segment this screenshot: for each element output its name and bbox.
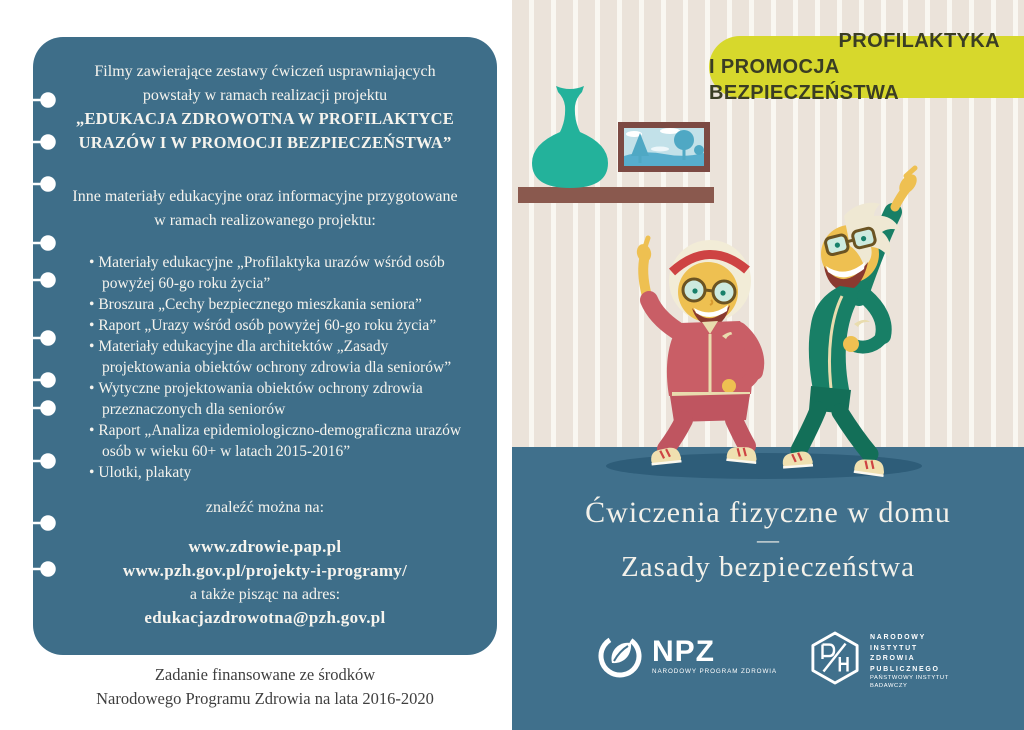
exercise-illustration xyxy=(512,0,1024,730)
list-item: • Ulotki, plakaty xyxy=(89,462,471,483)
info-card xyxy=(33,37,497,655)
badge-line: PROFILAKTYKA xyxy=(838,30,1000,52)
funding-line: Narodowego Programu Zdrowia na lata 2016-2020 xyxy=(96,689,434,708)
title-separator: — xyxy=(757,527,779,552)
logo-row xyxy=(512,630,1024,710)
wall-shelf xyxy=(518,187,714,203)
website-link: www.zdrowie.pap.pl xyxy=(188,537,342,556)
website-link: www.pzh.gov.pl/projekty-i-programy/ xyxy=(122,561,408,580)
project-title-line: URAZÓW I W PROMOCJI BEZPIECZEŃSTWA” xyxy=(78,133,452,152)
woman-exercising xyxy=(635,238,758,465)
list-item: • Raport „Analiza epidemiologiczno-demograficzna urazów osób w wieku 60+ w latach 2015-2016” xyxy=(89,420,471,462)
pzh-logo xyxy=(810,630,949,690)
list-item: • Broszura „Cechy bezpiecznego mieszkania seniora” xyxy=(89,294,471,315)
badge-line: I PROMOCJA BEZPIECZEŃSTWA xyxy=(709,56,900,104)
materials-intro-line: w ramach realizowanego projektu: xyxy=(154,211,376,229)
pzh-subtitle-line: BADAWCZY xyxy=(870,682,908,689)
email-label: a także pisząc na adres: xyxy=(189,586,341,603)
materials-list xyxy=(89,252,471,483)
find-label: znaleźć można na: xyxy=(205,499,325,516)
pzh-name-line: ZDROWIA xyxy=(870,655,916,662)
project-title xyxy=(51,107,479,155)
intro-line: Filmy zawierające zestawy ćwiczeń usprawniających xyxy=(94,63,436,80)
npz-leaf-icon xyxy=(596,632,644,680)
cover-page xyxy=(512,0,1024,730)
materials-intro xyxy=(57,185,473,232)
npz-caption: NARODOWY PROGRAM ZDROWIA xyxy=(652,667,778,675)
materials-intro-line: Inne materiały edukacyjne oraz informacyjne przygotowane xyxy=(72,188,458,205)
email-address: edukacjazdrowotna@pzh.gov.pl xyxy=(144,608,386,627)
funding-line: Zadanie finansowane ze środków xyxy=(154,665,376,684)
list-item: • Raport „Urazy wśród osób powyżej 60-go roku życia” xyxy=(89,315,471,336)
pzh-subtitle-line: PAŃSTWOWY INSTYTUT xyxy=(870,675,949,681)
cover-title-line2: Zasady bezpieczeństwa xyxy=(621,551,915,583)
intro-text xyxy=(63,60,467,107)
npz-acronym: NPZ xyxy=(652,634,715,668)
category-badge xyxy=(709,30,1024,104)
list-item: • Materiały edukacyjne dla architektów „Zasady projektowania obiektów ochrony zdrowia dla seniorów” xyxy=(89,336,471,378)
pzh-name-line: INSTYTUT xyxy=(870,644,918,652)
picture-frame xyxy=(618,122,710,172)
cover-title xyxy=(512,496,1024,584)
npz-logo xyxy=(596,632,777,680)
website-links xyxy=(33,535,497,583)
vase xyxy=(532,86,608,188)
list-item: • Materiały edukacyjne „Profilaktyka urazów wśród osób powyżej 60-go roku życia” xyxy=(89,252,471,294)
intro-line: powstały w ramach realizacji projektu xyxy=(142,86,388,104)
pzh-hexagon-icon xyxy=(810,630,860,686)
funding-note xyxy=(33,663,497,711)
pzh-name-line: NARODOWY xyxy=(870,634,926,641)
project-title-line: „EDUKACJA ZDROWOTNA W PROFILAKTYCE xyxy=(76,109,454,128)
man-exercising xyxy=(782,168,920,476)
cover-title-line1: Ćwiczenia fizyczne w domu xyxy=(585,496,951,529)
pzh-name-line: PUBLICZNEGO xyxy=(870,665,940,673)
list-item: • Wytyczne projektowania obiektów ochrony zdrowia przeznaczonych dla seniorów xyxy=(89,378,471,420)
